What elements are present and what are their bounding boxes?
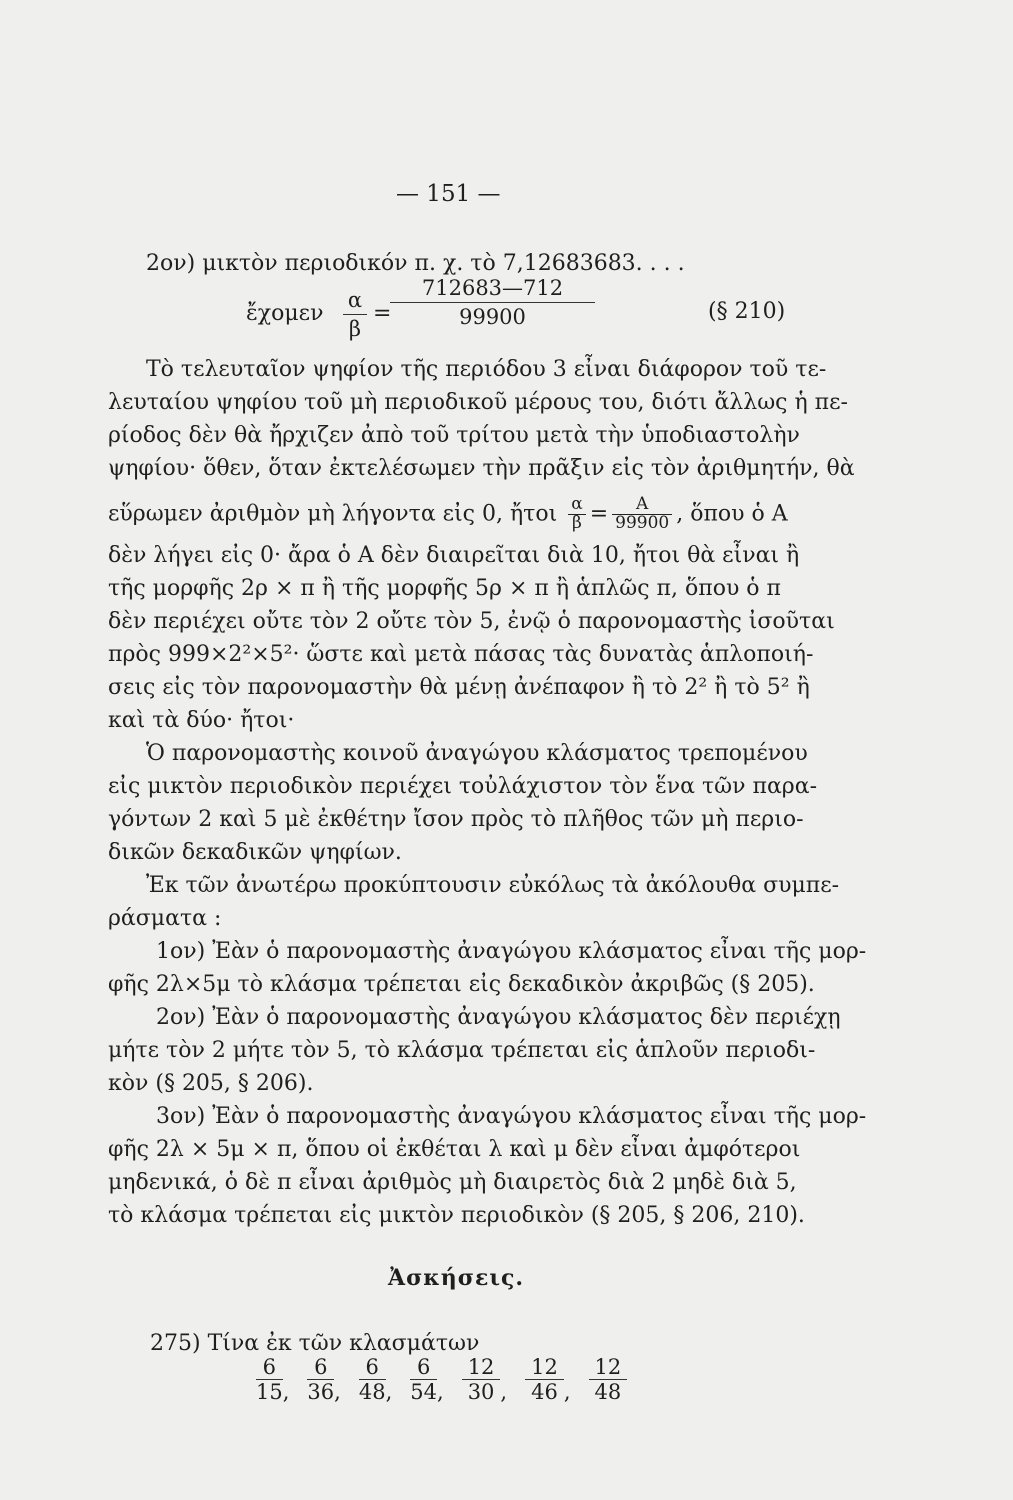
para1-line5 <box>108 496 788 533</box>
frac-den: β <box>572 512 582 533</box>
formula-lhs-fraction <box>343 288 367 341</box>
fraction-list <box>256 1355 645 1404</box>
fraction-denominator: 15 <box>256 1380 283 1404</box>
exercise-275: 275) Τίνα ἐκ τῶν κλασμάτων <box>150 1331 480 1356</box>
fraction-item <box>307 1355 340 1404</box>
formula-rhs-fraction <box>390 276 595 329</box>
inline-equals: = <box>589 501 609 527</box>
fraction-item <box>410 1355 443 1404</box>
page-number: — 151 — <box>396 181 501 207</box>
fraction-denominator: 48 <box>358 1380 386 1404</box>
para1-line10: σεις εἰς τὸν παρονομαστὴν θὰ μένῃ ἀνέπαφον ἢ τὸ 2² ἢ τὸ 5² ἢ <box>108 675 810 700</box>
inline-fraction-alpha-beta <box>568 496 585 533</box>
frac-den: 99900 <box>615 512 670 533</box>
rule-line1: Ὁ παρονομαστὴς κοινοῦ ἀναγώγου κλάσματος τρεπομένου <box>146 741 808 766</box>
fraction-separator: , <box>500 1380 508 1404</box>
fraction-numerator: 12 <box>462 1355 501 1380</box>
para1-line6: δὲν λήγει εἰς 0· ἄρα ὁ A δὲν διαιρεῖται διὰ 10, ἤτοι θὰ εἶναι ἢ <box>108 543 800 568</box>
para1-line11: καὶ τὰ δύο· ἤτοι· <box>108 708 295 733</box>
fraction-item <box>525 1355 570 1404</box>
conclusion2-line2: μήτε τὸν 2 μήτε τὸν 5, τὸ κλάσμα τρέπεται εἰς ἁπλοῦν περιοδι- <box>108 1038 816 1063</box>
para1-line8: δὲν περιέχει οὔτε τὸν 2 οὔτε τὸν 5, ἐνῷ ὁ παρονομαστὴς ἰσοῦται <box>108 609 835 634</box>
conclusion2-line1: 2ον) Ἐὰν ὁ παρονομαστὴς ἀναγώγου κλάσματος δὲν περιέχῃ <box>156 1005 841 1030</box>
conclusion1-line1: 1ον) Ἐὰν ὁ παρονομαστὴς ἀναγώγου κλάσματος εἶναι τῆς μορ- <box>156 939 867 964</box>
fraction-numerator: 6 <box>359 1355 386 1380</box>
para1-line9: πρὸς 999×2²×5²· ὥστε καὶ μετὰ πάσας τὰς δυνατὰς ἁπλοποιή- <box>108 642 814 667</box>
fraction-separator: , <box>563 1380 571 1404</box>
fraction-item <box>589 1355 628 1404</box>
fraction-separator: , <box>334 1380 341 1404</box>
formula-lead: ἔχομεν <box>246 301 324 326</box>
inline-fraction-a-99900 <box>612 496 672 533</box>
fraction-item <box>462 1355 507 1404</box>
rule-line2: εἰς μικτὸν περιοδικὸν περιέχει τοὐλάχιστον τὸν ἕνα τῶν παρα- <box>108 774 818 799</box>
fraction-separator: , <box>437 1380 444 1404</box>
formula-rhs-denominator: 99900 <box>459 305 526 329</box>
fraction-numerator: 12 <box>589 1355 628 1380</box>
para1-line5-text-a: εὕρωμεν ἀριθμὸν μὴ λήγοντα εἰς 0, ἤτοι <box>108 501 558 527</box>
fraction-denominator: 46 <box>531 1380 558 1404</box>
rule-line4: δικῶν δεκαδικῶν ψηφίων. <box>108 840 402 865</box>
fraction-denominator: 36 <box>307 1380 335 1404</box>
para1-line1: Τὸ τελευταῖον ψηφίον τῆς περιόδου 3 εἶναι διάφορον τοῦ τε- <box>146 357 827 382</box>
fraction-bar <box>343 314 367 315</box>
fraction-denominator: 30 <box>467 1380 495 1404</box>
para1-line7: τῆς μορφῆς 2ρ × π ἢ τῆς μορφῆς 5ρ × π ἢ ἁπλῶς π, ὅπου ὁ π <box>108 576 782 601</box>
fraction-separator: , <box>385 1380 393 1404</box>
para1-line4: ψηφίου· ὅθεν, ὅταν ἐκτελέσωμεν τὴν πρᾶξιν εἰς τὸν ἀριθμητήν, θὰ <box>108 456 855 481</box>
conclusion3-line2: φῆς 2λ × 5μ × π, ὅπου οἱ ἐκθέται λ καὶ μ δὲν εἶναι ἀμφότεροι <box>108 1137 801 1162</box>
fraction-denominator: 48 <box>594 1380 622 1404</box>
formula-equals: = <box>373 301 392 326</box>
conclusion3-line4: τὸ κλάσμα τρέπεται εἰς μικτὸν περιοδικὸν (§ 205, § 206, 210). <box>108 1203 805 1228</box>
para1-line2: λευταίου ψηφίου τοῦ μὴ περιοδικοῦ μέρους του, διότι ἄλλως ἡ πε- <box>108 390 848 415</box>
fraction-numerator: 6 <box>307 1355 334 1380</box>
conclusion2-line3: κὸν (§ 205, § 206). <box>108 1071 314 1096</box>
fraction-numerator: 12 <box>525 1355 564 1380</box>
fraction-separator: , <box>282 1380 290 1404</box>
conclusion3-line3: μηδενικά, ὁ δὲ π εἶναι ἀριθμὸς μὴ διαιρετὸς διὰ 2 μηδὲ διὰ 5, <box>108 1170 797 1195</box>
para1-line3: ρίοδος δὲν θὰ ἤρχιζεν ἀπὸ τοῦ τρίτου μετὰ τὴν ὑποδιαστολὴν <box>108 423 800 448</box>
conclusion1-line2: φῆς 2λ×5μ τὸ κλάσμα τρέπεται εἰς δεκαδικὸν ἀκριβῶς (§ 205). <box>108 972 815 997</box>
conclusion3-line1: 3ον) Ἐὰν ὁ παρονομαστὴς ἀναγώγου κλάσματος εἶναι τῆς μορ- <box>156 1104 867 1129</box>
fraction-item <box>256 1355 289 1404</box>
conclusions-line1: Ἐκ τῶν ἀνωτέρω προκύπτουσιν εὐκόλως τὰ ἀκόλουθα συμπε- <box>146 873 840 898</box>
formula-rhs-numerator: 712683—712 <box>421 276 564 300</box>
exercises-heading: Ἀσκήσεις. <box>388 1265 525 1291</box>
fraction-numerator: 6 <box>256 1355 283 1380</box>
fraction-numerator: 6 <box>410 1355 437 1380</box>
rule-line3: γόντων 2 καὶ 5 μὲ ἐκθέτην ἴσον πρὸς τὸ πλῆθος τῶν μὴ περιο- <box>108 807 804 832</box>
para1-line5-text-b: , ὅπου ὁ A <box>676 501 788 527</box>
conclusions-line2: ράσματα : <box>108 906 222 931</box>
frac-num: A <box>612 496 672 515</box>
formula-lhs-numerator: α <box>347 288 363 312</box>
formula-lhs-denominator: β <box>348 317 362 341</box>
formula-reference: (§ 210) <box>708 299 786 324</box>
fraction-item <box>359 1355 392 1404</box>
fraction-denominator: 54 <box>410 1380 437 1404</box>
intro-line: 2ον) μικτὸν περιοδικόν π. χ. τὸ 7,12683683. . . . <box>146 251 685 276</box>
frac-num: α <box>568 496 585 515</box>
fraction-bar <box>390 302 595 303</box>
